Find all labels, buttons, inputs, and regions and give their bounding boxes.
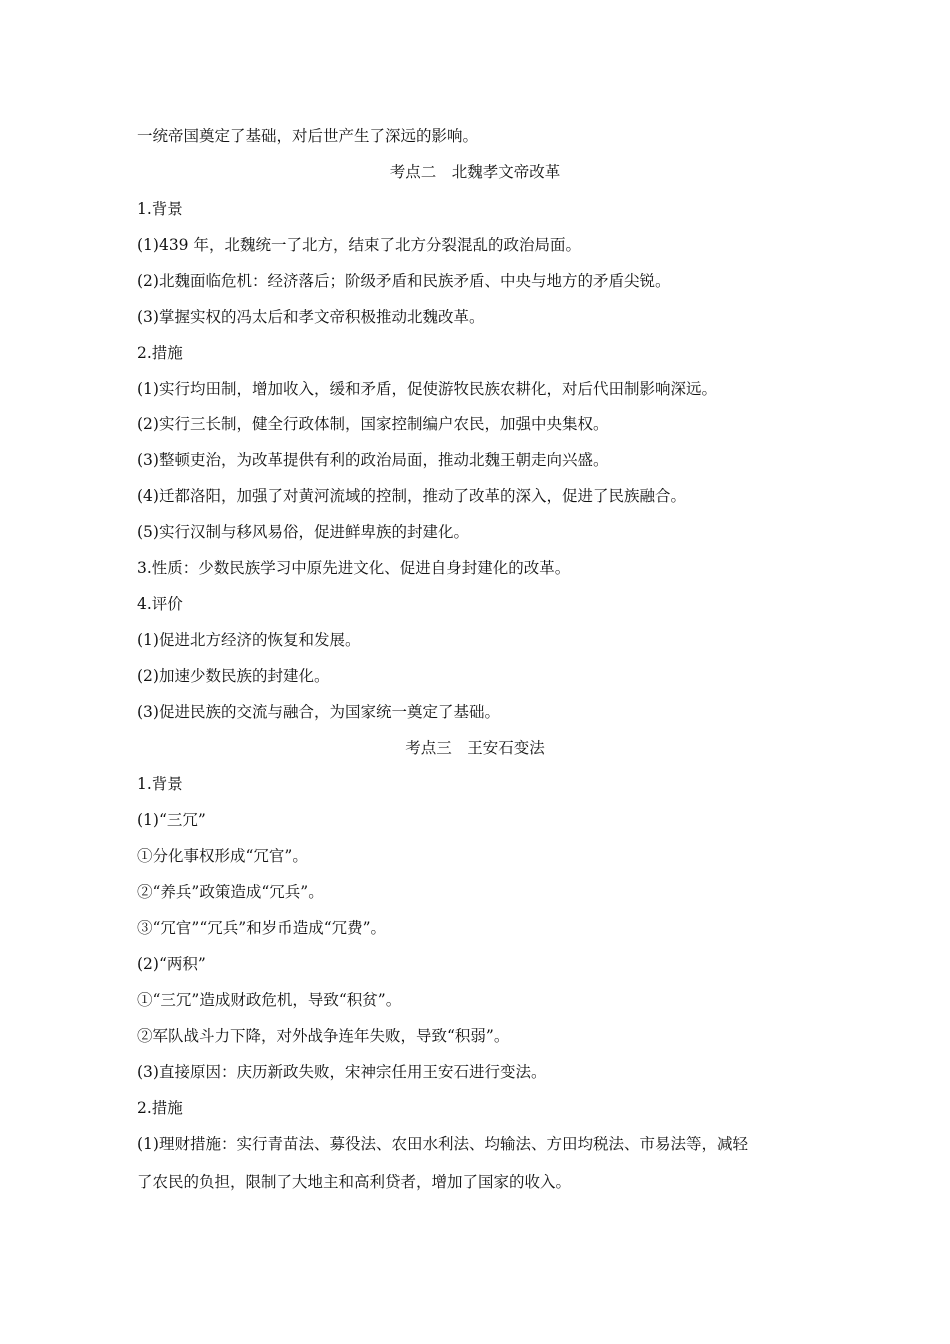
list-item: (2)“两积” bbox=[137, 955, 206, 973]
subheading: 2.措施 bbox=[137, 344, 183, 362]
list-item: (3)整顿吏治，为改革提供有利的政治局面，推动北魏王朝走向兴盛。 bbox=[137, 451, 609, 469]
subheading: 3.性质：少数民族学习中原先进文化、促进自身封建化的改革。 bbox=[137, 559, 571, 577]
section-heading: 考点二 北魏孝文帝改革 bbox=[389, 163, 561, 181]
list-item: (1)439 年，北魏统一了北方，结束了北方分裂混乱的政治局面。 bbox=[137, 236, 581, 254]
list-item: (1)实行均田制，增加收入，缓和矛盾，促使游牧民族农耕化，对后代田制影响深远。 bbox=[137, 380, 717, 398]
list-item: ②“养兵”政策造成“冗兵”。 bbox=[137, 883, 324, 901]
list-item: (1)“三冗” bbox=[137, 811, 206, 829]
subheading: 1.背景 bbox=[137, 775, 183, 793]
subheading: 1.背景 bbox=[137, 200, 183, 218]
list-item: (3)促进民族的交流与融合，为国家统一奠定了基础。 bbox=[137, 703, 500, 721]
list-item: ①分化事权形成“冗官”。 bbox=[137, 847, 308, 865]
list-item: ①“三冗”造成财政危机，导致“积贫”。 bbox=[137, 991, 402, 1009]
list-item: ③“冗官”“冗兵”和岁币造成“冗费”。 bbox=[137, 919, 387, 937]
subheading: 2.措施 bbox=[137, 1099, 183, 1117]
list-item: ②军队战斗力下降，对外战争连年失败，导致“积弱”。 bbox=[137, 1027, 510, 1045]
list-item: (4)迁都洛阳，加强了对黄河流域的控制，推动了改革的深入，促进了民族融合。 bbox=[137, 487, 686, 505]
list-item: (1)促进北方经济的恢复和发展。 bbox=[137, 631, 361, 649]
list-item: (3)直接原因：庆历新政失败，宋神宗任用王安石进行变法。 bbox=[137, 1063, 547, 1081]
section-heading: 考点三 王安石变法 bbox=[405, 739, 545, 757]
subheading: 4.评价 bbox=[137, 595, 183, 613]
list-item: (1)理财措施：实行青苗法、募役法、农田水利法、均输法、方田均税法、市易法等，减轻 bbox=[137, 1135, 748, 1153]
list-item: (2)加速少数民族的封建化。 bbox=[137, 667, 330, 685]
paragraph-line: 一统帝国奠定了基础，对后世产生了深远的影响。 bbox=[137, 127, 479, 145]
list-item: (2)北魏面临危机：经济落后；阶级矛盾和民族矛盾、中央与地方的矛盾尖锐。 bbox=[137, 272, 671, 290]
list-item: (5)实行汉制与移风易俗，促进鲜卑族的封建化。 bbox=[137, 523, 469, 541]
paragraph-line: 了农民的负担，限制了大地主和高利贷者，增加了国家的收入。 bbox=[137, 1173, 572, 1191]
list-item: (2)实行三长制，健全行政体制，国家控制编户农民，加强中央集权。 bbox=[137, 415, 609, 433]
list-item: (3)掌握实权的冯太后和孝文帝积极推动北魏改革。 bbox=[137, 308, 485, 326]
